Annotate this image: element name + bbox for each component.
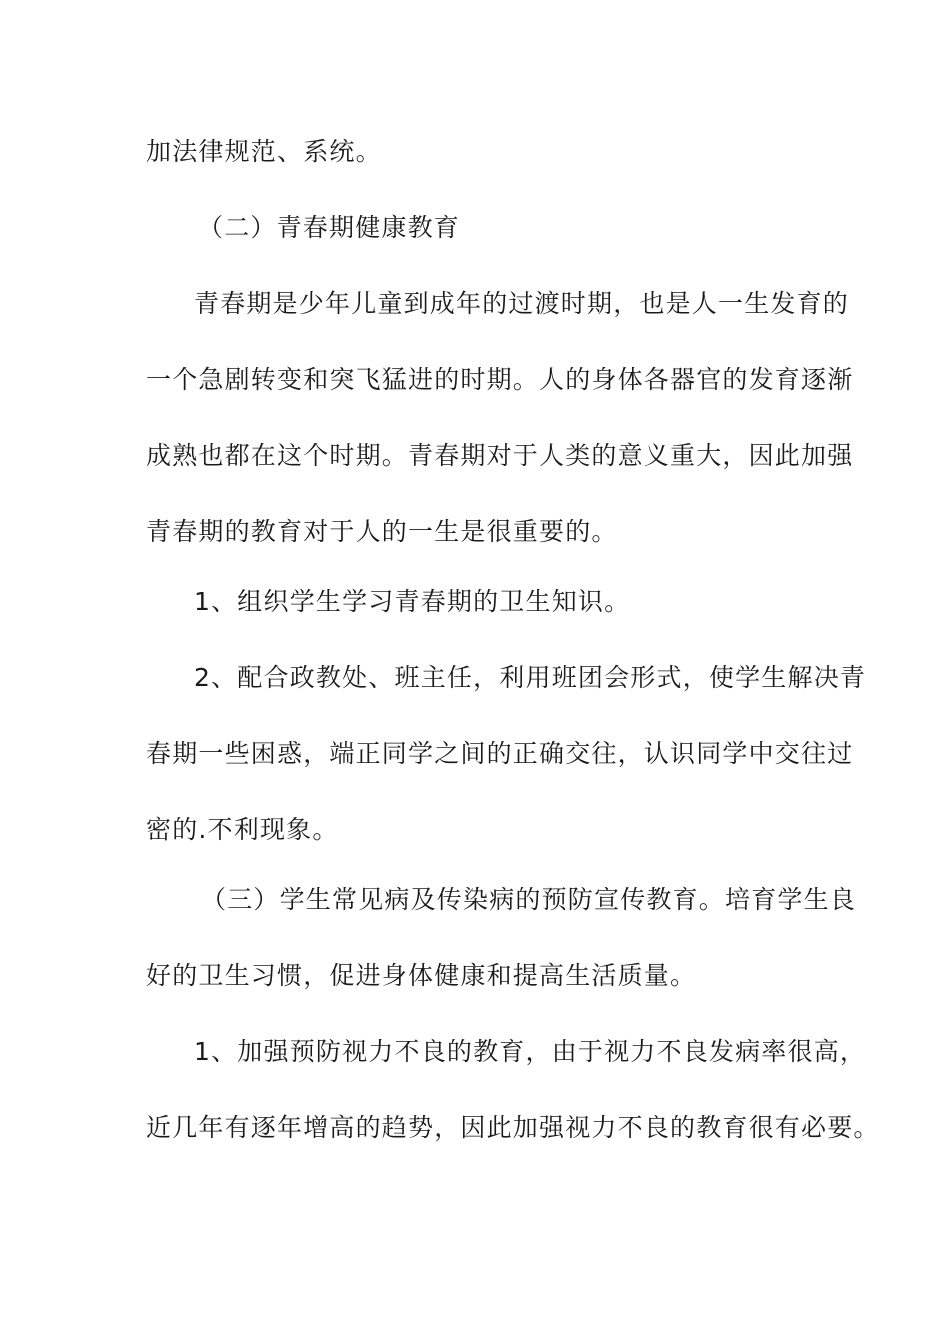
- paragraph-line: 成熟也都在这个时期。青春期对于人类的意义重大，因此加强: [146, 441, 854, 470]
- section-heading-3: （三）学生常见病及传染病的预防宣传教育。培育学生良: [201, 885, 857, 914]
- text-line-continuation: 加法律规范、系统。: [146, 137, 382, 166]
- list-item-line: 近几年有逐年增高的趋势，因此加强视力不良的教育很有必要。: [146, 1113, 880, 1142]
- section-heading-2: （二）青春期健康教育: [198, 213, 461, 242]
- paragraph-line: 青春期是少年儿童到成年的过渡时期，也是人一生发育的: [194, 289, 850, 318]
- list-item-line: 1、加强预防视力不良的教育，由于视力不良发病率很高，: [194, 1037, 867, 1066]
- list-item-line: 2、配合政教处、班主任，利用班团会形式，使学生解决青: [194, 663, 867, 692]
- paragraph-line: 好的卫生习惯，促进身体健康和提高生活质量。: [146, 961, 697, 990]
- paragraph-line: 一个急剧转变和突飞猛进的时期。人的身体各器官的发育逐渐: [146, 365, 854, 394]
- paragraph-line: 青春期的教育对于人的一生是很重要的。: [146, 517, 618, 546]
- list-item-line: 密的.不利现象。: [146, 815, 339, 844]
- list-item-line: 春期一些困惑，端正同学之间的正确交往，认识同学中交往过: [146, 739, 854, 768]
- list-item-line: 1、组织学生学习青春期的卫生知识。: [194, 587, 631, 616]
